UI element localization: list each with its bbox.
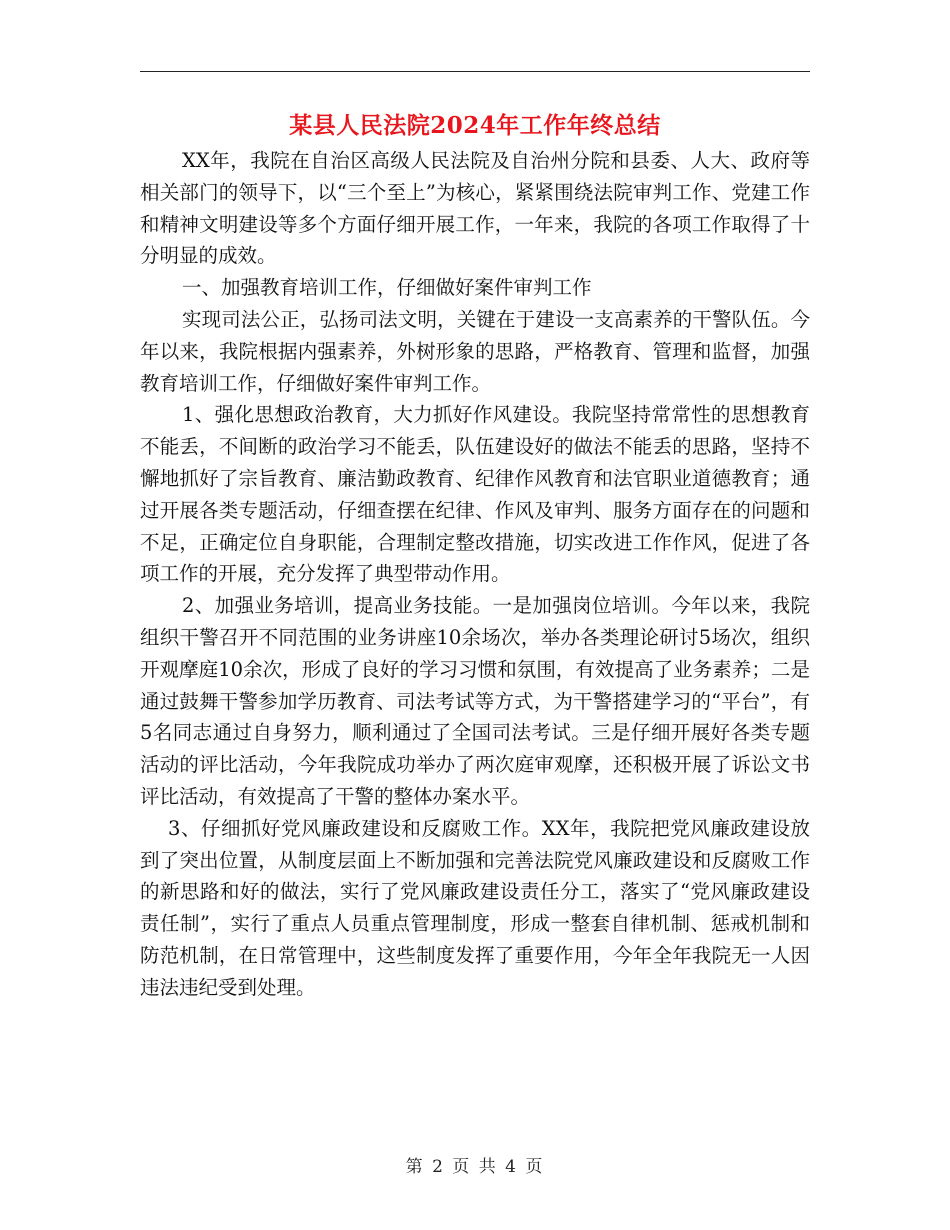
paragraph-item-2: 2、加强业务培训，提高业务技能。一是加强岗位培训。今年以来，我院组织干警召开不同范围的业务讲座10余场次，举办各类理论研讨5场次，组织开观摩庭10余次，形成了良好的学习习惯和氛围，有效提高了业务素养；二是通过鼓舞干警参加学历教育、司法考试等方式，为干警搭建学习的“平台”，有5名同志通过自身努力，顺利通过了全国司法考试。三是仔细开展好各类专题活动的评比活动，今年我院成功举办了两次庭审观摩，还积极开展了诉讼文书评比活动，有效提高了干警的整体办案水平。 xyxy=(140,594,810,808)
section-heading-1: 一、加强教育培训工作，仔细做好案件审判工作 xyxy=(182,276,592,300)
page-number: 第 2 页 共 4 页 xyxy=(405,1157,545,1177)
paragraph-item-3: 3、仔细抓好党风廉政建设和反腐败工作。XX年，我院把党风廉政建设放到了突出位置，从制度层面上不断加强和完善法院党风廉政建设和反腐败工作的新思路和好的做法，实行了党风廉政建设责任分工，落实了“党风廉政建设责任制”，实行了重点人员重点管理制度，形成一整套自律机制、惩戒机制和防范机制，在日常管理中，这些制度发挥了重要作用，今年全年我院无一人因违法违纪受到处理。 xyxy=(140,816,810,999)
header-rule xyxy=(140,71,810,72)
paragraph-intro: XX年，我院在自治区高级人民法院及自治州分院和县委、人大、政府等相关部门的领导下，以“三个至上”为核心，紧紧围绕法院审判工作、党建工作和精神文明建设等多个方面仔细开展工作，一年来，我院的各项工作取得了十分明显的成效。 xyxy=(140,149,810,268)
paragraph-item-1: 1、强化思想政治教育，大力抓好作风建设。我院坚持常常性的思想教育不能丢，不间断的政治学习不能丢，队伍建设好的做法不能丢的思路，坚持不懈地抓好了宗旨教育、廉洁勤政教育、纪律作风教育和法官职业道德教育；通过开展各类专题活动，仔细查摆在纪律、作风及审判、服务方面存在的问题和不足，正确定位自身职能，合理制定整改措施，切实改进工作作风，促进了各项工作的开展，充分发挥了典型带动作用。 xyxy=(140,403,810,586)
paragraph-section-1-intro: 实现司法公正，弘扬司法文明，关键在于建设一支高素养的干警队伍。今年以来，我院根据内强素养，外树形象的思路，严格教育、管理和监督，加强教育培训工作，仔细做好案件审判工作。 xyxy=(140,307,810,395)
document-body xyxy=(140,145,810,1004)
document-title: 某县人民法院2024年工作年终总结 xyxy=(289,112,661,139)
